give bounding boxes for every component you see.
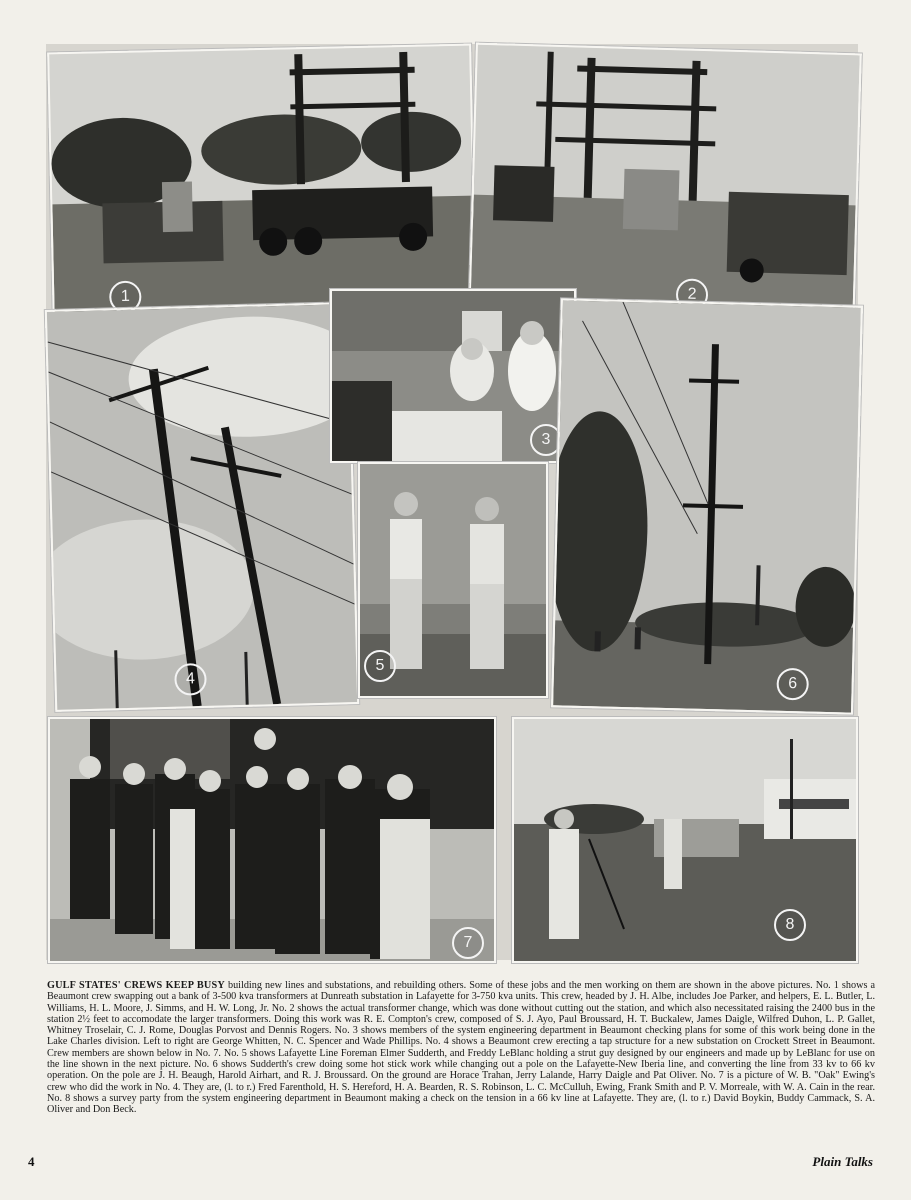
photo-8: [512, 717, 858, 963]
photo-6: [551, 298, 863, 714]
photo-number-3: 3: [530, 424, 562, 456]
photo-number-2: 2: [676, 278, 709, 311]
caption-body: building new lines and substations, and rebuilding others. Some of these jobs and the men working on them are shown in the above pictures. No. 1 shows a Beaumont crew swapping out a bank of 3-500 kva transformers at Dunreath substation in Lafayette for 3-750 kva units. This crew, headed by J. H. Albe, includes Joe Parker, and helpers, E. L. Butler, L. Williams, H. L. Moore, J. Simms, and H. W. Long, Jr. No. 2 shows the actual transformer change, which was done without cutting out the station, and which also necessitated raising the 2400 bus in the station 2½ feet to accomodate the larger transformers. Doing this work was R. E. Compton's crew, composed of S. J. Ayo, Paul Broussard, H. T. Buckalew, James Daigle, Wilfred Duhon, L. P. Gallet, Whitney Troselair, C. J. Rome, Douglas Porvost and Dennis Rogers. No. 3 shows members of the system engineering department in Beaumont checking plans for some of this work being done in the Lake Charles division. Left to right are George Whitten, N. C. Spencer and Wade Phillips. No. 4 shows a Beaumont crew erecting a tap structure for a new substation on Crockett Street in Beaumont. Crew members are shown below in No. 7. No. 5 shows Lafayette Line Foreman Elmer Sudderth, and Freddy LeBlanc holding a strut guy designed by our engineers and made up by LeBlanc for use on the line shown in the next picture. No. 6 shows Sudderth's crew doing some hot stick work while changing out a pole on the Lafayette-New Iberia line, and converting the line from 33 kv to 66 kv operation. On the pole are J. H. Beaugh, Harold Airhart, and R. J. Broussard. On the ground are Horace Trahan, Jerry Lalande, Harry Daigle and Pat Oliver. No. 7 is a picture of W. B. "Oak" Ewing's crew who did the work in No. 4. They are, (l. to r.) Fred Farenthold, H. S. Hereford, H. A. Bearden, R. S. Robinson, L. C. McCulluh, Ewing, Frank Smith and P. V. Morreale, with W. A. Cain in the rear. No. 8 shows a survey party from the system engineering department in Beaumont making a check on the tension in a 66 kv line at Lafayette. They are, (l. to r.) David Boykin, Buddy Cammack, S. A. Oliver and Don Beck.: [47, 980, 876, 1116]
photo-1: [47, 44, 477, 327]
photo-collage: [46, 44, 858, 960]
photo-7: [48, 717, 496, 963]
caption-lead: GULF STATES' CREWS KEEP BUSY: [47, 980, 225, 991]
photo-3: [330, 289, 576, 463]
photo-number-7: 7: [452, 927, 484, 959]
photo-number-5: 5: [364, 650, 396, 682]
publication-title: Plain Talks: [812, 1154, 873, 1169]
photo-4: [45, 302, 359, 712]
photo-number-6: 6: [776, 668, 809, 701]
photo-number-8: 8: [774, 909, 806, 941]
photo-5: [358, 462, 548, 698]
page-number: 4: [28, 1154, 35, 1169]
caption-text: [47, 980, 875, 1116]
photo-number-4: 4: [174, 663, 207, 696]
photo-number-1: 1: [109, 281, 142, 314]
